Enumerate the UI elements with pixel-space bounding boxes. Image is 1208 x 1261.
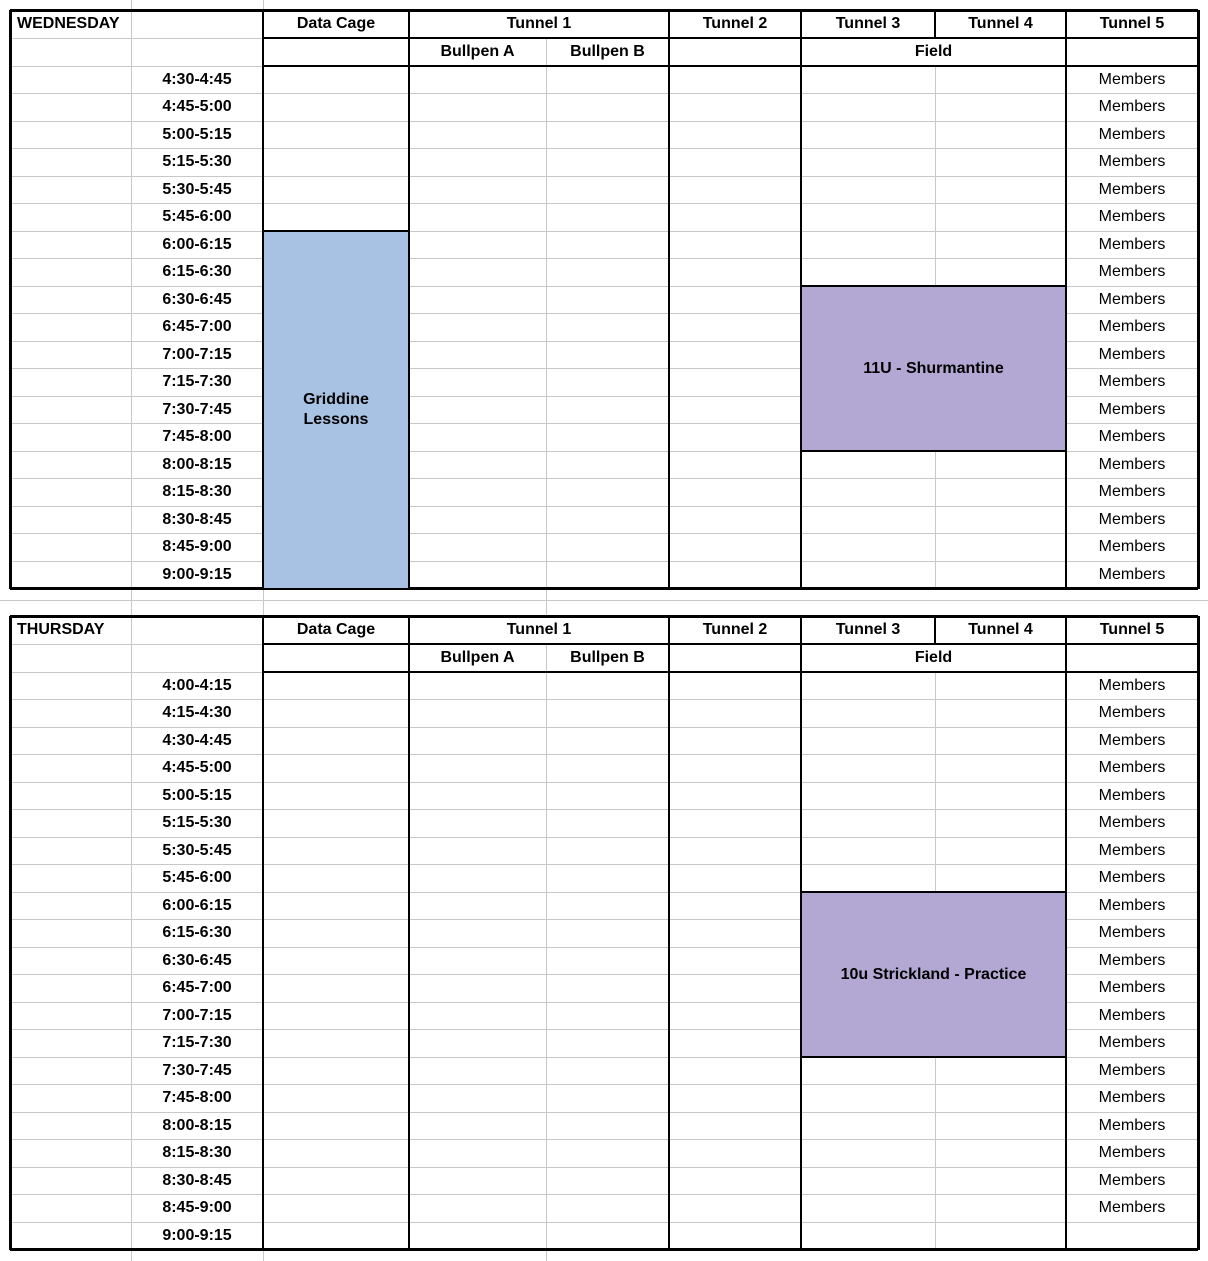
member-slot: Members (1098, 235, 1166, 253)
time-slot: 4:00-4:15 (162, 676, 232, 694)
column-header: Tunnel 2 (702, 621, 768, 638)
grid-line (546, 588, 547, 616)
column-header: Tunnel 3 (835, 621, 901, 638)
border-line (9, 10, 12, 589)
time-slot: 6:15-6:30 (162, 263, 232, 281)
member-slot: Members (1098, 1034, 1166, 1052)
member-slot: Members (1098, 979, 1166, 997)
time-slot: 8:45-9:00 (162, 1199, 232, 1217)
column-header: Tunnel 5 (1099, 15, 1165, 32)
time-slot: 4:45-5:00 (162, 759, 232, 777)
time-slot: 7:00-7:15 (162, 1006, 232, 1024)
member-slot: Members (1098, 373, 1166, 391)
member-slot: Members (1098, 263, 1166, 281)
time-slot: 5:45-6:00 (162, 869, 232, 887)
time-slot: 8:45-9:00 (162, 538, 232, 556)
time-slot: 5:45-6:00 (162, 208, 232, 226)
time-slot: 8:30-8:45 (162, 510, 232, 528)
time-slot: 7:45-8:00 (162, 428, 232, 446)
time-slot: 6:00-6:15 (162, 235, 232, 253)
sub-header: Bullpen A (440, 649, 515, 666)
time-slot: 5:00-5:15 (162, 786, 232, 804)
column-header: Tunnel 5 (1099, 621, 1165, 638)
sub-header: Field (914, 43, 953, 60)
member-slot: Members (1098, 814, 1166, 832)
time-slot: 5:30-5:45 (162, 180, 232, 198)
member-slot: Members (1098, 318, 1166, 336)
member-slot: Members (1098, 538, 1166, 556)
time-slot: 7:45-8:00 (162, 1089, 232, 1107)
member-slot: Members (1098, 153, 1166, 171)
member-slot: Members (1098, 180, 1166, 198)
time-slot: 4:30-4:45 (162, 731, 232, 749)
member-slot: Members (1098, 731, 1166, 749)
column-header: Tunnel 2 (702, 15, 768, 32)
member-slot: Members (1098, 290, 1166, 308)
grid-line (546, 644, 547, 1250)
time-slot: 5:00-5:15 (162, 125, 232, 143)
grid-line (546, 38, 547, 589)
member-slot: Members (1098, 208, 1166, 226)
time-slot: 8:15-8:30 (162, 483, 232, 501)
day-label: THURSDAY (17, 621, 105, 638)
time-slot: 6:00-6:15 (162, 896, 232, 914)
member-slot: Members (1098, 1199, 1166, 1217)
time-slot: 6:30-6:45 (162, 290, 232, 308)
member-slot: Members (1098, 1006, 1166, 1024)
time-slot: 5:15-5:30 (162, 153, 232, 171)
practice-block: 11U - Shurmantine (800, 285, 1067, 452)
practice-block: 10u Strickland - Practice (800, 891, 1067, 1058)
border-line (9, 616, 12, 1250)
time-slot: 8:00-8:15 (162, 455, 232, 473)
member-slot: Members (1098, 1089, 1166, 1107)
time-slot: 5:15-5:30 (162, 814, 232, 832)
member-slot: Members (1098, 455, 1166, 473)
grid-line (131, 38, 263, 39)
time-slot: 8:15-8:30 (162, 1144, 232, 1162)
member-slot: Members (1098, 869, 1166, 887)
border-line (668, 616, 670, 1250)
member-slot: Members (1098, 70, 1166, 88)
time-slot: 7:15-7:30 (162, 373, 232, 391)
member-slot: Members (1098, 759, 1166, 777)
time-slot: 6:15-6:30 (162, 924, 232, 942)
member-slot: Members (1098, 428, 1166, 446)
time-slot: 7:15-7:30 (162, 1034, 232, 1052)
member-slot: Members (1098, 1061, 1166, 1079)
time-slot: 6:30-6:45 (162, 951, 232, 969)
column-header: Data Cage (296, 15, 376, 32)
time-slot: 9:00-9:15 (162, 1226, 232, 1244)
member-slot: Members (1098, 98, 1166, 116)
grid-line (0, 600, 1208, 601)
member-slot: Members (1098, 896, 1166, 914)
day-label: WEDNESDAY (17, 15, 120, 32)
member-slot: Members (1098, 400, 1166, 418)
member-slot: Members (1098, 924, 1166, 942)
lessons-block: Griddine Lessons (262, 230, 410, 590)
grid-line (131, 644, 263, 645)
column-header: Tunnel 4 (968, 15, 1033, 32)
time-slot: 9:00-9:15 (162, 565, 232, 583)
time-slot: 4:15-4:30 (162, 704, 232, 722)
member-slot: Members (1098, 125, 1166, 143)
member-slot: Members (1098, 1171, 1166, 1189)
column-header: Data Cage (296, 621, 376, 638)
sub-header: Bullpen B (570, 649, 645, 666)
member-slot: Members (1098, 483, 1166, 501)
column-header: Tunnel 3 (835, 15, 901, 32)
sub-header: Bullpen A (440, 43, 515, 60)
member-slot: Members (1098, 1116, 1166, 1134)
member-slot: Members (1098, 565, 1166, 583)
member-slot: Members (1098, 951, 1166, 969)
member-slot: Members (1098, 704, 1166, 722)
time-slot: 5:30-5:45 (162, 841, 232, 859)
member-slot: Members (1098, 841, 1166, 859)
column-header: Tunnel 4 (968, 621, 1033, 638)
border-line (408, 616, 410, 1250)
member-slot: Members (1098, 345, 1166, 363)
border-line (668, 10, 670, 589)
time-slot: 7:00-7:15 (162, 345, 232, 363)
member-slot (1066, 1222, 1198, 1250)
time-slot: 7:30-7:45 (162, 1061, 232, 1079)
time-slot: 7:30-7:45 (162, 400, 232, 418)
member-slot: Members (1098, 786, 1166, 804)
time-slot: 4:30-4:45 (162, 70, 232, 88)
time-slot: 6:45-7:00 (162, 979, 232, 997)
member-slot: Members (1098, 676, 1166, 694)
time-slot: 8:00-8:15 (162, 1116, 232, 1134)
time-slot: 8:30-8:45 (162, 1171, 232, 1189)
sub-header: Field (914, 649, 953, 666)
member-slot: Members (1098, 1144, 1166, 1162)
column-header: Tunnel 1 (506, 15, 572, 32)
member-slot: Members (1098, 510, 1166, 528)
time-slot: 6:45-7:00 (162, 318, 232, 336)
sub-header: Bullpen B (570, 43, 645, 60)
time-slot: 4:45-5:00 (162, 98, 232, 116)
column-header: Tunnel 1 (506, 621, 572, 638)
